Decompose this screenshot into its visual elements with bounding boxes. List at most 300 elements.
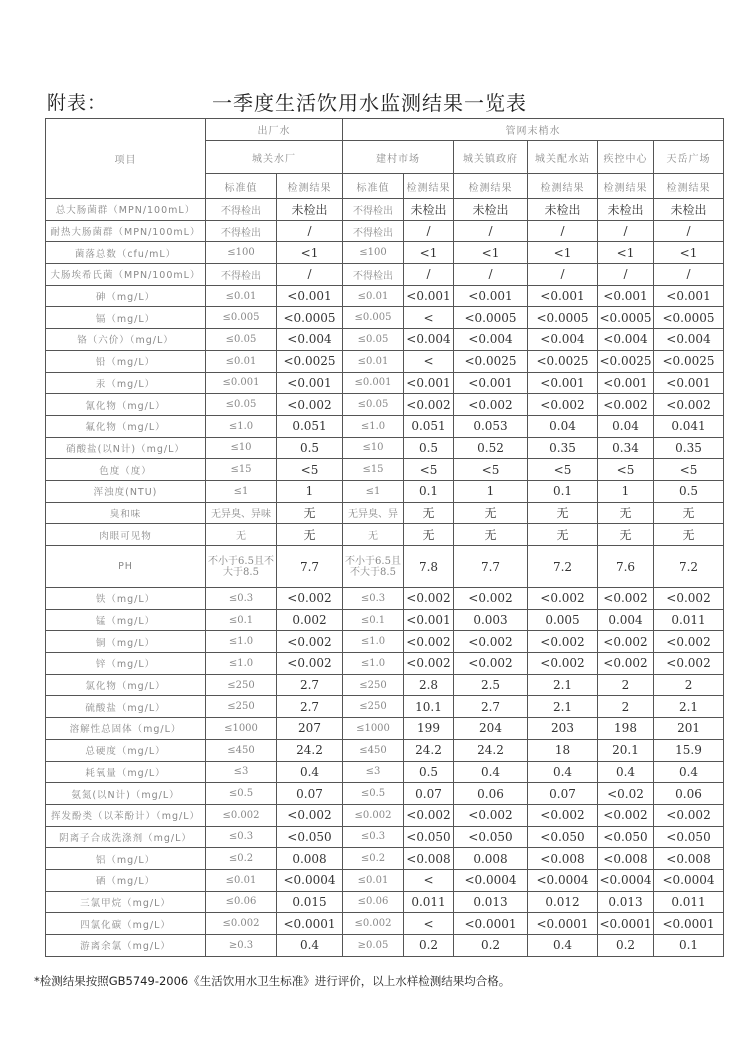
result-cell [277,394,343,416]
result-cell [598,480,654,502]
result-cell [528,415,598,437]
result-cell-text: <0.002 [406,397,451,412]
standard-value-cell-text: ≤250 [359,701,387,713]
result-cell-text: <0.002 [287,634,332,649]
result-cell [654,329,724,351]
result-cell-text: 1 [486,484,495,499]
item-cell-text: 铅（mg/L） [95,357,156,369]
appendix-label: 附表： [47,92,108,114]
result-cell-text: 无 [484,528,497,543]
result-cell-text: <0.0025 [464,354,517,369]
result-cell [654,242,724,264]
result-cell-text: / [307,267,312,282]
standard-value-cell [206,935,277,957]
result-cell-text: 2.7 [299,699,320,714]
standard-value-cell-text: ≤0.1 [360,614,386,626]
result-cell-text: <0.002 [603,656,648,671]
result-cell [404,350,454,372]
standard-value-cell [206,459,277,481]
result-cell-text: <0.002 [540,591,585,606]
result-cell-text: 0.34 [612,440,639,455]
result-cell [454,869,528,891]
standard-value-cell [206,415,277,437]
item-cell-text: 肉眼可见物 [99,530,152,542]
standard-value-cell [206,480,277,502]
standard-value-cell [343,546,404,588]
item-cell [46,372,206,394]
standard-value-cell-text: ≤3 [365,766,381,778]
item-cell-text: 铬（六价）（mg/L） [77,335,174,347]
result-cell [654,437,724,459]
result-cell [404,329,454,351]
result-cell-text: <0.002 [468,634,513,649]
result-cell [277,588,343,610]
result-cell [404,653,454,675]
result-cell-text: <5 [553,462,572,477]
result-cell-text: <1 [481,245,500,260]
result-cell-text: 2 [684,678,693,693]
result-cell [404,307,454,329]
result-cell-text: <0.0005 [599,310,652,325]
result-cell-text: <0.050 [603,829,648,844]
result-cell-text: 0.015 [292,894,327,909]
table-row [46,437,724,459]
item-cell [46,199,206,221]
result-cell-text: <0.002 [603,808,648,823]
result-cell-text: 0.008 [292,851,327,866]
standard-value-cell [343,869,404,891]
standard-value-cell-text: ≥0.3 [228,939,254,951]
result-header: 检测结果 [277,174,343,199]
standard-value-cell [206,718,277,740]
table-row [46,264,724,286]
result-cell [654,588,724,610]
standard-value-cell [343,609,404,631]
standard-value-cell-text: ≤0.05 [357,333,389,345]
result-cell-text: 0.52 [477,440,504,455]
result-cell [654,264,724,286]
result-cell [454,848,528,870]
result-cell-text: <0.0025 [536,354,589,369]
result-cell [277,935,343,957]
standard-value-cell-text: ≤1.0 [228,420,254,432]
result-cell [598,783,654,805]
result-cell-text: 无 [682,528,695,543]
result-cell [277,480,343,502]
result-cell-text: 2.1 [552,699,573,714]
item-cell-text: 色度（度） [99,465,152,477]
standard-value-cell [343,783,404,805]
result-cell [454,242,528,264]
item-cell [46,739,206,761]
result-cell-text: 0.07 [549,786,576,801]
result-cell [404,804,454,826]
standard-value-cell [206,696,277,718]
standard-value-cell-text: ≤0.005 [222,312,260,324]
result-cell [598,199,654,221]
standard-value-cell [206,350,277,372]
item-cell [46,329,206,351]
item-cell-text: 氰化物（mg/L） [85,400,166,412]
result-cell-text: <0.002 [406,591,451,606]
item-cell-text: 总硬度（mg/L） [85,746,166,758]
table-row [46,631,724,653]
result-cell-text: 2 [621,699,630,714]
result-cell [454,372,528,394]
item-cell-text: PH [118,561,133,572]
result-cell-text: 0.1 [418,484,439,499]
standard-value-cell [343,480,404,502]
result-cell-text: / [686,224,691,239]
result-cell-text: 0.4 [299,764,320,779]
item-cell-text: 铝（mg/L） [95,854,156,866]
item-cell [46,220,206,242]
result-cell-text: 7.7 [299,559,320,574]
result-cell [277,459,343,481]
result-cell [404,935,454,957]
result-cell-text: < [423,354,434,369]
result-cell-text: 0.04 [549,419,576,434]
result-cell [528,783,598,805]
result-cell-text: < [423,873,434,888]
result-cell [454,415,528,437]
item-cell-text: 游离余氯（mg/L） [80,941,171,953]
result-cell [454,502,528,524]
standard-value-cell-text: ≤0.3 [228,831,254,843]
result-cell-text: <0.050 [406,829,451,844]
standard-value-cell [343,718,404,740]
result-cell [654,674,724,696]
item-cell [46,891,206,913]
result-cell-text: <0.002 [666,591,711,606]
result-cell [654,394,724,416]
standard-value-cell-text: 不得检出 [353,270,393,282]
standard-value-cell [206,869,277,891]
standard-value-cell-text: ≤0.01 [225,355,257,367]
result-cell-text: <0.0004 [464,873,517,888]
standard-value-cell-text: ≤1.0 [360,636,386,648]
result-cell-text: <0.0001 [464,916,517,931]
result-cell [277,761,343,783]
result-cell-text: <0.050 [468,829,513,844]
result-cell-text: <0.001 [540,289,585,304]
table-row [46,826,724,848]
result-cell-text: 0.004 [608,613,643,628]
standard-value-cell [206,891,277,913]
standard-value-cell [343,264,404,286]
result-cell [654,935,724,957]
result-cell-text: <0.050 [540,829,585,844]
item-cell [46,415,206,437]
result-cell-text: <0.002 [540,808,585,823]
result-cell [454,285,528,307]
standard-value-cell-text: ≤0.2 [360,853,386,865]
result-cell-text: <0.002 [287,397,332,412]
item-cell [46,913,206,935]
result-cell [598,739,654,761]
result-cell-text: <5 [616,462,635,477]
item-cell [46,502,206,524]
result-cell-text: 0.4 [552,764,573,779]
item-cell [46,588,206,610]
result-cell [528,739,598,761]
result-cell [404,718,454,740]
result-cell [654,783,724,805]
result-cell [654,609,724,631]
result-cell-text: <0.002 [603,397,648,412]
table-row [46,783,724,805]
result-cell-text: <0.002 [666,808,711,823]
result-cell [654,826,724,848]
result-cell [454,891,528,913]
result-cell-text: 无 [619,506,632,521]
standard-value-cell [206,804,277,826]
result-cell-text: 24.2 [477,743,504,758]
result-cell-text: 24.2 [415,743,442,758]
item-cell-text: 总大肠菌群（MPN/100mL） [55,205,196,217]
result-cell [454,631,528,653]
result-cell [654,739,724,761]
result-cell-text: 0.011 [671,894,706,909]
table-row [46,502,724,524]
standard-value-cell [343,502,404,524]
table-row [46,372,724,394]
result-cell-text: 未检出 [607,202,644,217]
result-cell [528,220,598,242]
result-cell-text: <0.002 [540,634,585,649]
result-cell-text: 15.9 [675,743,702,758]
standard-value-cell-text: ≤0.001 [222,377,260,389]
table-row [46,220,724,242]
result-cell [654,524,724,546]
item-cell [46,609,206,631]
standard-value-cell-text: 不小于6.5且不大于8.5 [208,555,274,578]
table-row [46,329,724,351]
result-cell [598,437,654,459]
standard-value-cell [343,372,404,394]
table-row [46,588,724,610]
table-row [46,524,724,546]
result-cell-text: 无 [619,528,632,543]
result-cell [528,653,598,675]
result-cell [277,415,343,437]
result-cell-text: <1 [553,245,572,260]
result-cell-text: 2 [621,678,630,693]
result-cell-text: 20.1 [612,743,639,758]
standard-value-cell-text: ≤0.05 [225,399,257,411]
item-cell-text: 镉（mg/L） [95,313,156,325]
standard-value-cell [206,653,277,675]
item-cell [46,718,206,740]
standard-value-cell-text: ≤250 [227,679,255,691]
table-row [46,913,724,935]
result-cell-text: 2.7 [299,678,320,693]
result-cell-text: <1 [616,245,635,260]
result-cell [528,307,598,329]
result-cell-text: / [488,224,493,239]
result-cell [404,285,454,307]
result-cell [454,524,528,546]
result-cell [598,220,654,242]
result-cell-text: <1 [679,245,698,260]
result-cell-text: < [423,310,434,325]
standard-value-cell [343,394,404,416]
result-cell [277,848,343,870]
result-cell [528,350,598,372]
result-cell-text: <0.002 [468,808,513,823]
standard-value-cell-text: ≤0.3 [360,592,386,604]
item-cell-text: 氟化物（mg/L） [85,422,166,434]
item-cell [46,480,206,502]
result-cell [598,761,654,783]
result-cell [654,502,724,524]
result-cell-text: < [423,916,434,931]
result-cell [277,329,343,351]
item-cell-text: 硝酸盐(以N计)（mg/L） [66,443,185,455]
standard-value-cell-text: 不得检出 [221,270,261,282]
standard-value-cell [343,739,404,761]
result-cell [598,350,654,372]
result-cell [454,199,528,221]
item-cell [46,394,206,416]
result-cell [598,935,654,957]
standard-value-cell-text: ≤0.002 [222,918,260,930]
result-cell-text: 无 [484,506,497,521]
result-cell [454,546,528,588]
result-cell-text: 0.002 [292,613,327,628]
standard-value-cell-text: ≤450 [227,744,255,756]
result-cell [598,329,654,351]
result-cell-text: 0.053 [473,419,508,434]
result-cell [277,220,343,242]
result-cell [277,631,343,653]
table-row [46,718,724,740]
standard-value-cell [206,524,277,546]
result-cell [654,913,724,935]
result-header: 检测结果 [404,174,454,199]
result-cell-text: <0.004 [287,332,332,347]
result-cell-text: 0.2 [480,938,501,953]
standard-value-cell [343,524,404,546]
item-cell-text: 溶解性总固体（mg/L） [69,724,182,736]
standard-value-cell [206,848,277,870]
result-cell [654,653,724,675]
item-cell [46,848,206,870]
result-cell [404,220,454,242]
standard-value-cell-text: 无 [236,531,246,543]
item-header: 项目 [46,119,206,199]
result-cell [598,394,654,416]
result-cell-text: <0.0025 [599,354,652,369]
standard-value-cell-text: 无异臭、异 [348,509,398,521]
result-cell [404,199,454,221]
result-cell [404,696,454,718]
result-cell [277,913,343,935]
result-cell-text: <0.050 [287,829,332,844]
table-row [46,935,724,957]
standard-value-cell-text: 无 [368,531,378,543]
result-cell [454,674,528,696]
item-cell [46,653,206,675]
result-cell-text: 0.011 [671,613,706,628]
footnote: *检测结果按照GB5749-2006《生活饮用水卫生标准》进行评价，以上水样检测结果均合格。 [34,974,511,988]
result-cell [654,285,724,307]
result-cell-text: / [426,224,431,239]
result-cell-text: / [686,267,691,282]
result-cell [654,718,724,740]
result-cell [404,502,454,524]
item-cell-text: 硫酸盐（mg/L） [85,702,166,714]
standard-value-cell [343,459,404,481]
result-cell [528,437,598,459]
table-row [46,761,724,783]
result-cell [654,415,724,437]
result-cell [598,609,654,631]
result-cell [277,718,343,740]
result-cell-text: <0.001 [603,375,648,390]
result-cell [454,220,528,242]
result-cell [277,739,343,761]
result-cell-text: 0.2 [418,938,439,953]
result-cell-text: <0.001 [287,289,332,304]
standard-value-cell-text: ≤0.01 [357,874,389,886]
item-cell [46,285,206,307]
standard-value-cell-text: 不得检出 [353,205,393,217]
standard-value-cell-text: ≤15 [362,464,384,476]
result-cell [454,609,528,631]
result-cell-text: 0.1 [552,484,573,499]
standard-value-cell [343,891,404,913]
table-row [46,480,724,502]
result-cell-text: 0.013 [473,894,508,909]
result-cell-text: <0.0005 [283,310,336,325]
result-cell-text: <0.0001 [283,916,336,931]
result-cell [528,913,598,935]
table-row [46,674,724,696]
standard-value-cell [206,502,277,524]
result-cell-text: <0.002 [603,634,648,649]
result-cell-text: <0.0004 [662,873,715,888]
site-jiancun: 建村市场 [343,141,454,174]
item-cell-text: 三氯甲烷（mg/L） [80,897,171,909]
result-cell [277,804,343,826]
standard-value-cell [206,913,277,935]
standard-value-cell-text: ≤0.06 [357,896,389,908]
standard-value-cell-text: ≤0.05 [357,399,389,411]
result-cell-text: 0.35 [675,440,702,455]
standard-value-cell [343,826,404,848]
result-cell-text: 无 [303,528,316,543]
result-cell-text: <0.02 [607,786,644,801]
result-cell [528,804,598,826]
result-cell-text: <0.002 [287,591,332,606]
std-header: 标准值 [206,174,277,199]
item-cell [46,935,206,957]
result-cell-text: <5 [679,462,698,477]
table-row [46,891,724,913]
result-cell [654,220,724,242]
standard-value-cell [206,372,277,394]
site-factory: 城关水厂 [206,141,343,174]
result-cell-text: 0.011 [411,894,446,909]
result-cell [528,588,598,610]
standard-value-cell [206,220,277,242]
result-cell [598,674,654,696]
site-jikong: 疾控中心 [598,141,654,174]
result-cell [404,783,454,805]
site-zhenzhengfu: 城关镇政府 [454,141,528,174]
standard-value-cell [206,546,277,588]
